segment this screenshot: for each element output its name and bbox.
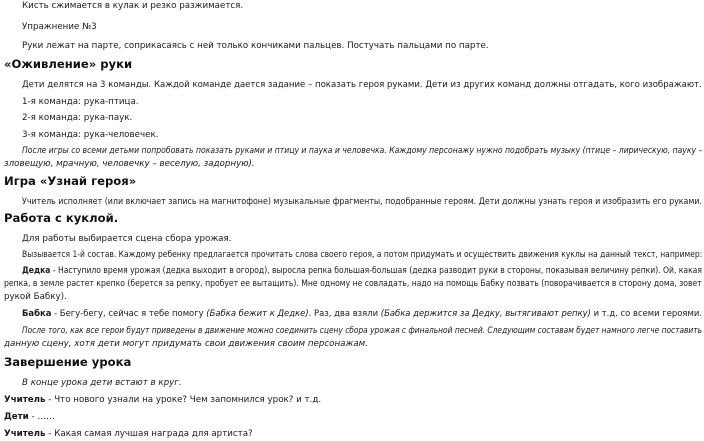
music-note-line-2: зловещую, мрачную, человечку – веселую, задорную). bbox=[4, 159, 255, 169]
section-heading-hand-animation: «Оживление» руки bbox=[4, 57, 133, 71]
babka-speaker: Бабка bbox=[22, 309, 52, 319]
final-song-note-line-2: данную сцену, хотя дети могут придумать свои движения своим персонажам. bbox=[4, 339, 368, 349]
dedka-speaker: Дедка bbox=[22, 266, 51, 276]
teacher-speaker-2: Учитель bbox=[4, 429, 46, 439]
section-heading-lesson-end: Завершение урока bbox=[4, 355, 132, 369]
children-speech: - …… bbox=[28, 412, 55, 422]
children-answer bbox=[4, 412, 55, 423]
guess-hero-text: Учитель исполняет (или включает запись на магнитофоне) музыкальные фрагменты, подобранные героям. Дети должны узнать героя и изобразить его руками. bbox=[22, 197, 702, 207]
dedka-line-2: репка, в земле растет крепко (берется за репку, пробует ее вытащить). Мне одному не совладать, надо на помощь Бабку позвать (поворачивается в сторону дома, зовет bbox=[4, 279, 702, 289]
babka-speech-c: . Раз, два взяли bbox=[308, 309, 381, 319]
exercise-3-title: Упражнение №3 bbox=[22, 22, 97, 32]
exercise-3-text: Руки лежат на парте, соприкасаясь с ней только кончиками пальцев. Постучать пальцами по парте. bbox=[22, 41, 489, 51]
team-2-text: 2-я команда: рука-паук. bbox=[22, 113, 133, 123]
puppet-scene-text: Для работы выбирается сцена сбора урожая. bbox=[22, 234, 232, 244]
teacher-question-1 bbox=[4, 395, 321, 406]
babka-action-2: (Бабка держится за Дедку, вытягивают репку) bbox=[380, 309, 591, 319]
teacher-speech-2: - Какая самая лучшая награда для артиста? bbox=[45, 429, 253, 439]
teacher-speech-1: - Что нового узнали на уроке? Чем запомнился урок? и т.д. bbox=[45, 395, 322, 405]
children-speaker: Дети bbox=[4, 412, 29, 422]
teacher-question-2 bbox=[4, 429, 253, 440]
section-heading-guess-hero: Игра «Узнай героя» bbox=[4, 174, 137, 188]
babka-speech-a: - Бегу-бегу, сейчас я тебе помогу bbox=[51, 309, 207, 319]
babka-speech-e: и т.д. со всеми героями. bbox=[590, 309, 703, 319]
dedka-line-3: рукой Бабку). bbox=[4, 292, 67, 302]
dedka-speech-1: - Наступило время урожая (дедка выходит в огород), выросла репка большая-большая (дедка разводит руки в стороны, показывая величину репки). Ой, какая bbox=[50, 266, 702, 276]
puppet-instructions-text: Вызывается 1-й состав. Каждому ребенку предлагается прочитать слова своего героя, а потом придумать и осуществить движения куклы на данный текст, например: bbox=[22, 250, 703, 260]
section-heading-puppet-work: Работа с куклой. bbox=[4, 211, 119, 225]
teams-intro-text: Дети делятся на 3 команды. Каждой команде дается задание – показать героя руками. Дети из других команд должны отгадать, кого изображают. bbox=[22, 80, 702, 90]
circle-instruction-text: В конце урока дети встают в круг. bbox=[22, 378, 182, 388]
dedka-line-1 bbox=[22, 266, 702, 277]
exercise-lead-text: Кисть сжимается в кулак и резко разжимается. bbox=[22, 1, 244, 11]
teacher-speaker: Учитель bbox=[4, 395, 46, 405]
team-3-text: 3-я команда: рука-человечек. bbox=[22, 130, 159, 140]
babka-line bbox=[22, 309, 702, 320]
music-note-line-1: После игры со всеми детьми попробовать показать руками и птицу и паука и человечка. Каждому персонажу нужно подобрать музыку (птице – лирическую, пауку – bbox=[22, 146, 703, 156]
team-1-text: 1-я команда: рука-птица. bbox=[22, 97, 139, 107]
final-song-note-line-1: После того, как все герои будут приведены в движение можно соединить сцену сбора урожая с финальной песней. Следующим составам будет намного легче поставить bbox=[22, 326, 702, 336]
babka-action-1: (Бабка бежит к Дедке) bbox=[206, 309, 309, 319]
